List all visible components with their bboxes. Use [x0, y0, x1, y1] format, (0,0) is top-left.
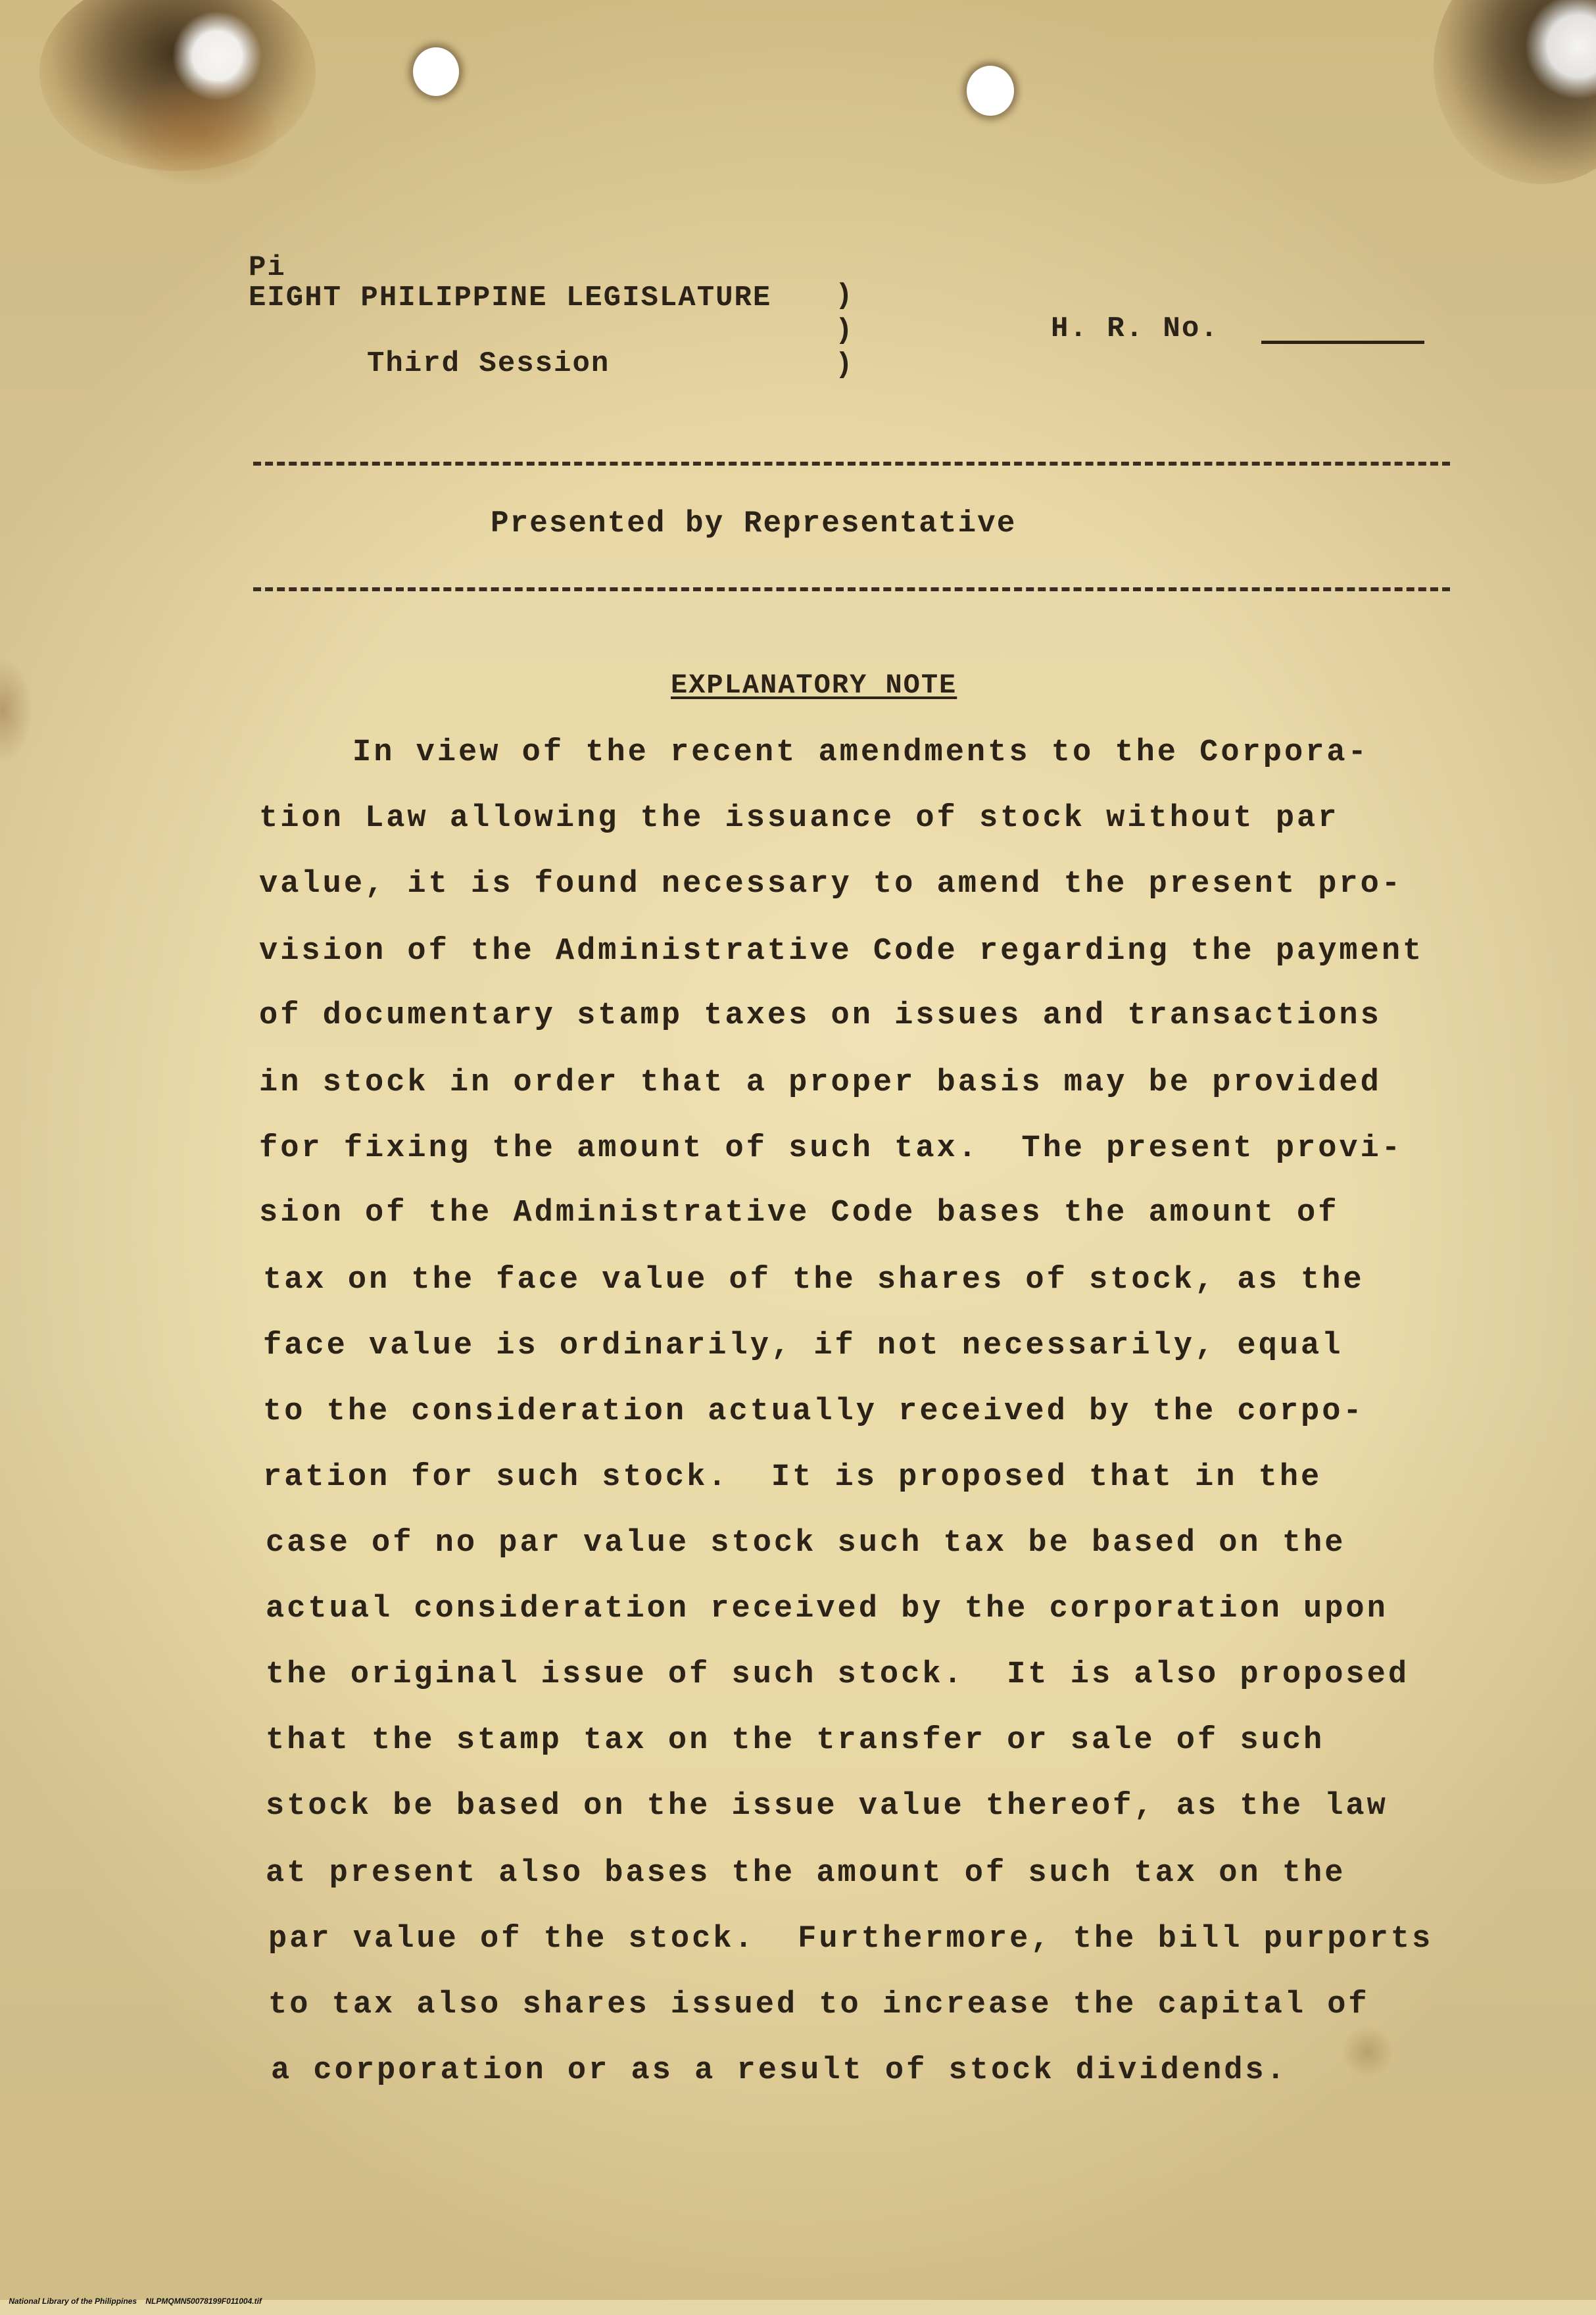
burn-mark-top-right — [1434, 0, 1596, 184]
divider-top — [253, 462, 1450, 466]
header-bracket-3: ) — [835, 349, 854, 381]
legislature-title: EIGHT PHILIPPINE LEGISLATURE — [249, 281, 772, 314]
burn-mark-top-right-inner — [1512, 0, 1596, 105]
note-line: value, it is found necessary to amend the present pro- — [259, 867, 1403, 902]
stain-left-edge — [0, 658, 33, 763]
note-line: the original issue of such stock. It is also proposed — [266, 1657, 1410, 1692]
note-line: par value of the stock. Furthermore, the bill purports — [268, 1922, 1434, 1957]
burn-mark-top-left-stain — [118, 79, 276, 184]
stain-bottom-right — [1342, 2026, 1394, 2078]
note-line: for fixing the amount of such tax. The present provi- — [259, 1131, 1403, 1166]
scan-footer — [0, 2287, 262, 2315]
burn-mark-top-left-inner — [158, 0, 276, 112]
bill-number-blank — [1261, 341, 1424, 344]
note-line: at present also bases the amount of such tax on the — [266, 1856, 1346, 1891]
note-line: of documentary stamp taxes on issues and transactions — [259, 998, 1382, 1033]
bill-number-label: H. R. No. — [1051, 312, 1219, 345]
note-line: that the stamp tax on the transfer or sale of such — [266, 1723, 1325, 1758]
session-label: Third Session — [367, 347, 610, 380]
divider-bottom — [253, 587, 1450, 591]
note-line: in stock in order that a proper basis may be provided — [259, 1065, 1382, 1100]
note-line: to tax also shares issued to increase the capital of — [268, 1987, 1370, 2022]
note-line: tion Law allowing the issuance of stock without par — [259, 801, 1340, 836]
punch-hole-right — [967, 66, 1014, 116]
note-line: In view of the recent amendments to the Corpora- — [352, 735, 1369, 770]
sponsor-label: Presented by Representative — [491, 506, 1017, 541]
note-line: case of no par value stock such tax be based on the — [266, 1526, 1346, 1561]
note-line: face value is ordinarily, if not necessarily, equal — [263, 1328, 1343, 1363]
footer-library: National Library of the Philippines — [9, 2297, 137, 2306]
punch-hole-left — [413, 47, 459, 96]
footer-filename: NLPMQMN50078199F011004.tif — [145, 2297, 262, 2306]
note-title: EXPLANATORY NOTE — [671, 670, 957, 701]
note-line: vision of the Administrative Code regarding the payment — [259, 934, 1424, 969]
header-bracket-2: ) — [835, 314, 854, 347]
note-line: a corporation or as a result of stock dividends. — [271, 2053, 1288, 2088]
note-line: sion of the Administrative Code bases the amount of — [259, 1196, 1340, 1231]
header-bracket-1: ) — [835, 280, 854, 312]
note-line: tax on the face value of the shares of stock, as the — [263, 1263, 1365, 1298]
note-line: to the consideration actually received by the corpo- — [263, 1394, 1365, 1429]
note-line: stock be based on the issue value thereof, as the law — [266, 1789, 1388, 1824]
note-line: ration for such stock. It is proposed that in the — [263, 1460, 1322, 1495]
note-line: actual consideration received by the corporation upon — [266, 1592, 1388, 1626]
header-mark: Pi — [249, 251, 286, 284]
burn-mark-top-left — [39, 0, 316, 171]
